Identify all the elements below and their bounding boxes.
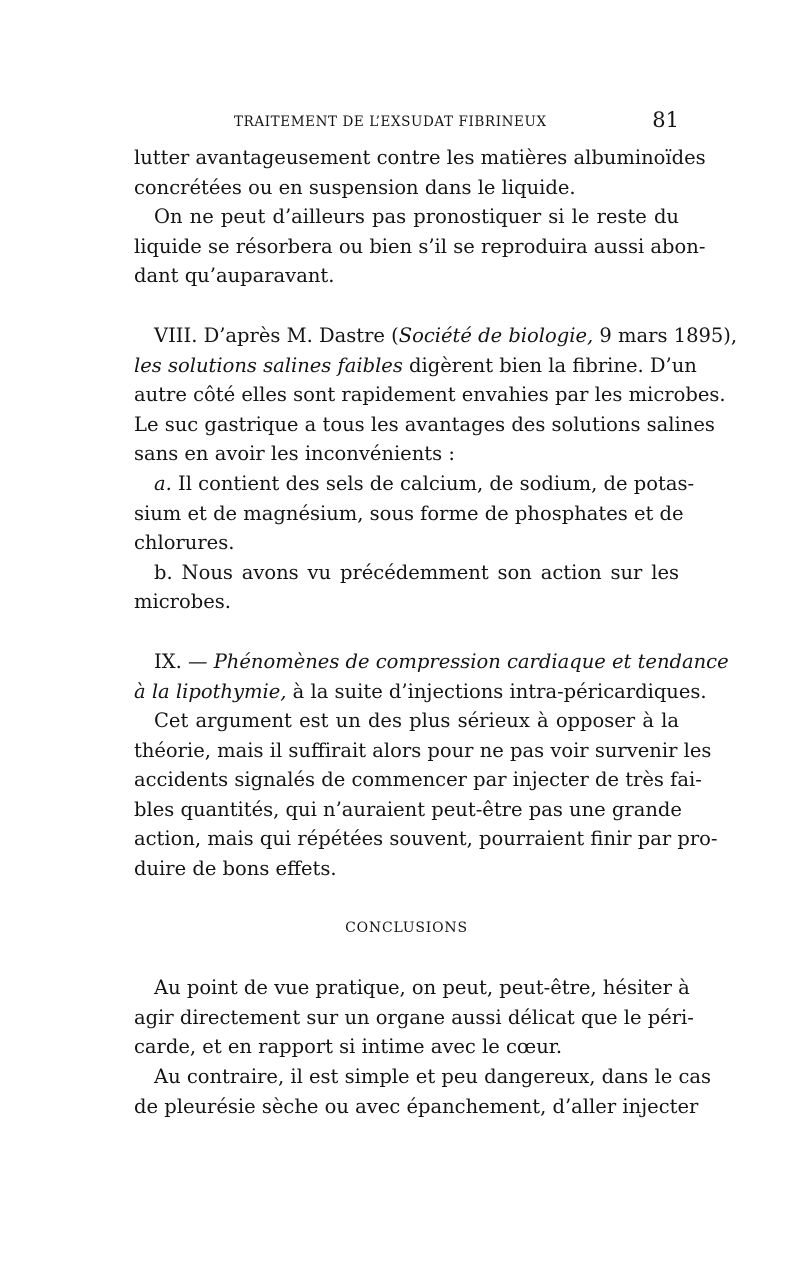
citation-italic: Société de biologie, bbox=[398, 323, 594, 347]
emphasis-italic: les solutions salines faibles bbox=[134, 353, 403, 377]
text-line: dant qu’auparavant. bbox=[134, 264, 335, 288]
text-line: duire de bons effets. bbox=[134, 857, 337, 881]
text-line: autre côté elles sont rapidement envahies par les microbes. bbox=[134, 383, 726, 407]
section-gap bbox=[134, 943, 679, 973]
text-line bbox=[134, 321, 738, 351]
section-gap bbox=[134, 291, 679, 321]
running-head bbox=[134, 108, 679, 138]
list-marker: a. bbox=[154, 471, 172, 495]
text-line: accidents signalés de commencer par injecter de très fai- bbox=[134, 768, 702, 792]
heading-italic: Phénomènes de compression cardiaque et tendance bbox=[213, 649, 729, 673]
text-line bbox=[134, 351, 697, 381]
text-line: Au contraire, il est simple et peu dangereux, dans le cas bbox=[154, 1065, 712, 1089]
section-gap bbox=[134, 617, 679, 647]
text-line: action, mais qui répétées souvent, pourraient finir par pro- bbox=[134, 827, 718, 851]
text-line bbox=[134, 469, 695, 499]
text-run: digèrent bien la fibrine. D’un bbox=[402, 353, 697, 377]
text-run: VIII. D’après M. Dastre ( bbox=[154, 323, 399, 347]
page-number: 81 bbox=[652, 108, 679, 132]
text-line bbox=[134, 647, 729, 677]
text-line: b. Nous avons vu précédemment son action sur les bbox=[154, 560, 679, 584]
body-text bbox=[134, 143, 738, 1121]
text-line: théorie, mais il suffirait alors pour ne pas voir survenir les bbox=[134, 738, 712, 762]
text-run: à la suite d’injections intra-péricardiques. bbox=[286, 679, 707, 703]
text-run: Il contient des sels de calcium, de sodium, de potas- bbox=[171, 471, 695, 495]
text-line: concrétées ou en suspension dans le liquide. bbox=[134, 175, 576, 199]
text-run: 9 mars 1895), bbox=[593, 323, 738, 347]
text-line: carde, et en rapport si intime avec le cœur. bbox=[134, 1035, 563, 1059]
text-line: de pleurésie sèche ou avec épanchement, d’aller injecter bbox=[134, 1094, 699, 1118]
text-line: chlorures. bbox=[134, 531, 235, 555]
text-line: agir directement sur un organe aussi délicat que le péri- bbox=[134, 1005, 694, 1029]
text-line: sium et de magnésium, sous forme de phosphates et de bbox=[134, 501, 684, 525]
text-line: liquide se résorbera ou bien s’il se reproduira aussi abon- bbox=[134, 234, 706, 258]
text-line: Le suc gastrique a tous les avantages des solutions salines bbox=[134, 412, 715, 436]
text-run: IX. — bbox=[154, 649, 214, 673]
text-line: Cet argument est un des plus sérieux à opposer à la bbox=[154, 709, 679, 733]
text-line: Au point de vue pratique, on peut, peut-être, hésiter à bbox=[154, 976, 690, 1000]
section-heading: CONCLUSIONS bbox=[345, 919, 468, 936]
text-line: On ne peut d’ailleurs pas pronostiquer si le reste du bbox=[154, 205, 679, 229]
text-line: lutter avantageusement contre les matières albuminoïdes bbox=[134, 146, 706, 169]
text-line: sans en avoir les inconvénients : bbox=[134, 442, 455, 466]
running-title: TRAITEMENT DE L’EXSUDAT FIBRINEUX bbox=[234, 114, 547, 130]
text-line: microbes. bbox=[134, 590, 231, 614]
section-gap bbox=[134, 884, 679, 914]
text-line bbox=[134, 677, 707, 707]
heading-italic: à la lipothymie, bbox=[134, 679, 287, 703]
text-line: bles quantités, qui n’auraient peut-être pas une grande bbox=[134, 797, 682, 821]
